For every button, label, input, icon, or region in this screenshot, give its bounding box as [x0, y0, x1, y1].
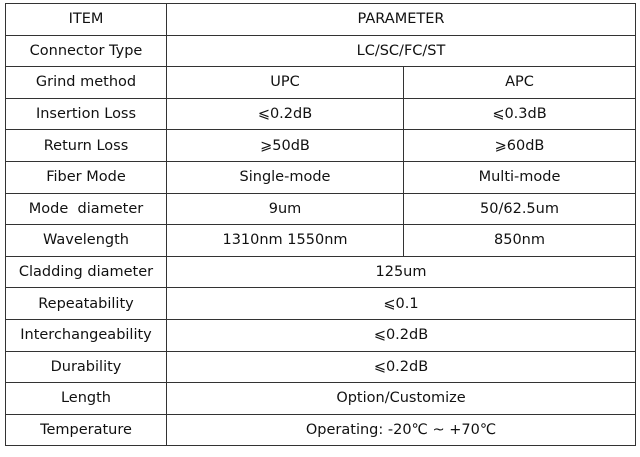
row-temperature: [6, 414, 636, 446]
row-length: [6, 383, 636, 415]
parameter-value: Operating: -20℃ ~ +70℃: [167, 414, 636, 446]
row-cladding-diameter: [6, 256, 636, 288]
upc-value: 1310nm 1550nm: [167, 225, 404, 257]
row-connector-type: [6, 35, 636, 67]
upc-value: Single-mode: [167, 161, 404, 193]
apc-value: ⩾60dB: [404, 130, 636, 162]
row-wavelength: [6, 225, 636, 257]
row-insertion-loss: [6, 98, 636, 130]
parameter-value: 125um: [167, 256, 636, 288]
apc-value: 850nm: [404, 225, 636, 257]
item-label: Mode diameter: [6, 193, 167, 225]
apc-value: 50/62.5um: [404, 193, 636, 225]
upc-value: UPC: [167, 67, 404, 99]
parameter-value: ⩽0.1: [167, 288, 636, 320]
row-interchangeability: [6, 319, 636, 351]
parameter-value: ⩽0.2dB: [167, 351, 636, 383]
item-label: Temperature: [6, 414, 167, 446]
item-label: Cladding diameter: [6, 256, 167, 288]
row-grind-method: [6, 67, 636, 99]
item-label: Wavelength: [6, 225, 167, 257]
row-durability: [6, 351, 636, 383]
spec-table: [5, 3, 636, 446]
item-label: Grind method: [6, 67, 167, 99]
header-item: ITEM: [6, 4, 167, 36]
item-label: Interchangeability: [6, 319, 167, 351]
parameter-value: Option/Customize: [167, 383, 636, 415]
item-label: Length: [6, 383, 167, 415]
item-label: Fiber Mode: [6, 161, 167, 193]
row-mode-diameter: [6, 193, 636, 225]
parameter-value: ⩽0.2dB: [167, 319, 636, 351]
row-return-loss: [6, 130, 636, 162]
parameter-value: LC/SC/FC/ST: [167, 35, 636, 67]
item-label: Durability: [6, 351, 167, 383]
header-row: [6, 4, 636, 36]
apc-value: ⩽0.3dB: [404, 98, 636, 130]
row-repeatability: [6, 288, 636, 320]
item-label: Return Loss: [6, 130, 167, 162]
upc-value: ⩾50dB: [167, 130, 404, 162]
upc-value: ⩽0.2dB: [167, 98, 404, 130]
item-label: Insertion Loss: [6, 98, 167, 130]
item-label: Repeatability: [6, 288, 167, 320]
upc-value: 9um: [167, 193, 404, 225]
item-label: Connector Type: [6, 35, 167, 67]
header-parameter: PARAMETER: [167, 4, 636, 36]
row-fiber-mode: [6, 161, 636, 193]
apc-value: Multi-mode: [404, 161, 636, 193]
apc-value: APC: [404, 67, 636, 99]
